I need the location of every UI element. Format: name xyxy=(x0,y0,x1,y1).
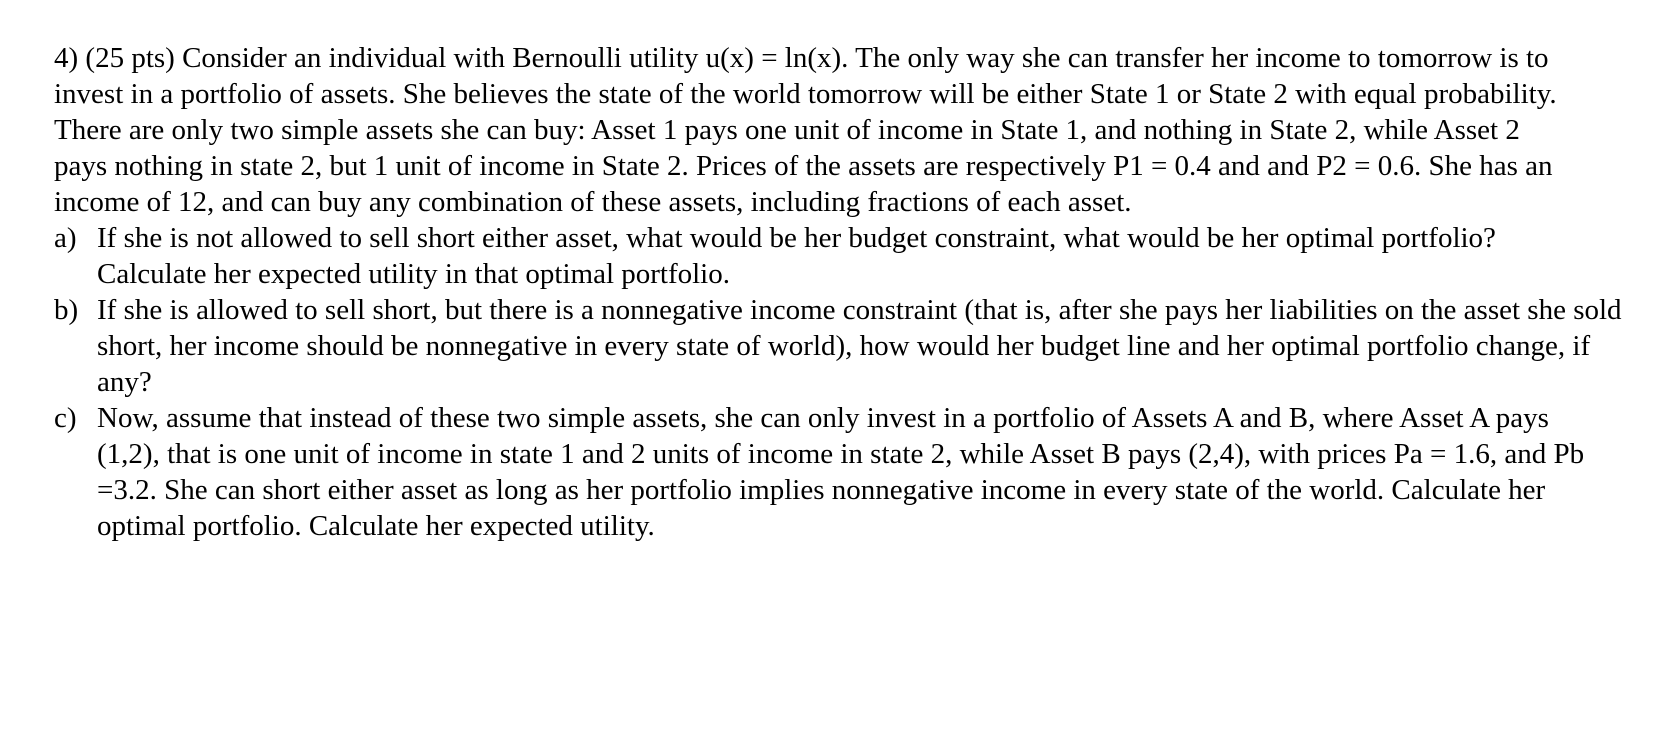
part-c-label: c) xyxy=(54,402,77,434)
question-document xyxy=(54,40,1654,544)
part-b-label: b) xyxy=(54,294,79,326)
part-c-text: Now, assume that instead of these two simple assets, she can only invest in a portfolio of Assets A and B, where Asset A pays (1,2), that is one unit of income in state 1 and 2 units of income in state 2, while Asset B pays (2,4), with prices Pa = 1.6, and Pb =3.2. She can short either asset as long as her portfolio implies nonnegative income in every state of the world. Calculate her optimal portfolio. Calculate her expected utility. xyxy=(97,402,1585,542)
part-a-text: If she is not allowed to sell short either asset, what would be her budget constraint, what would be her optimal portfolio? Calculate her expected utility in that optimal portfolio. xyxy=(97,222,1496,290)
question-part-a xyxy=(54,220,1654,292)
question-parts-list xyxy=(54,220,1654,544)
question-part-c xyxy=(54,400,1654,544)
part-b-text: If she is allowed to sell short, but there is a nonnegative income constraint (that is, after she pays her liabilities on the asset she sold short, her income should be nonnegative in every state of world), how would her budget line and her optimal portfolio change, if any? xyxy=(97,294,1622,398)
part-a-label: a) xyxy=(54,222,77,254)
question-part-b xyxy=(54,292,1654,400)
question-intro: 4) (25 pts) Consider an individual with Bernoulli utility u(x) = ln(x). The only way she can transfer her income to tomorrow is to invest in a portfolio of assets. She believes the state of the world tomorrow will be either State 1 or State 2 with equal probability. There are only two simple assets she can buy: Asset 1 pays one unit of income in State 1, and nothing in State 2, while Asset 2 pays nothing in state 2, but 1 unit of income in State 2. Prices of the assets are respectively P1 = 0.4 and and P2 = 0.6. She has an income of 12, and can buy any combination of these assets, including fractions of each asset. xyxy=(54,42,1557,218)
